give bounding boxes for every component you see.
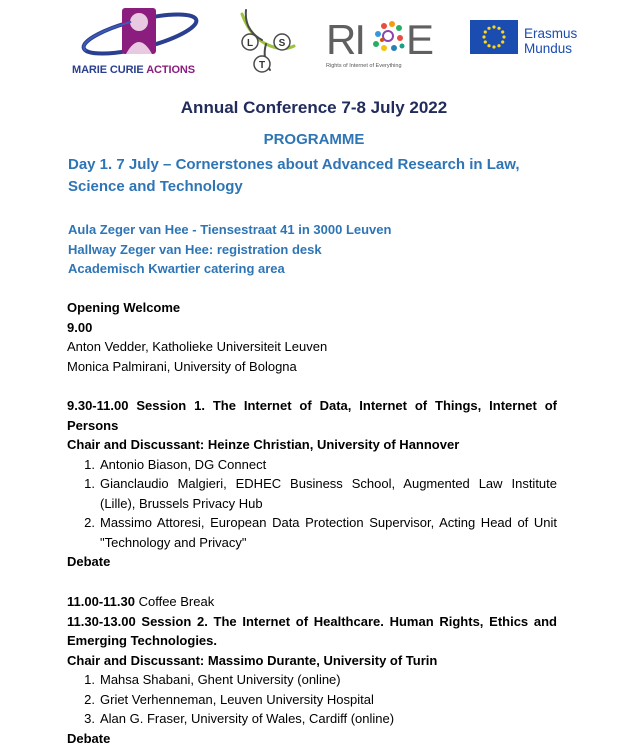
- venue-line: Academisch Kwartier catering area: [68, 261, 285, 276]
- list-text: Mahsa Shabani, Ghent University (online): [100, 672, 341, 687]
- list-number: 1.: [84, 476, 95, 491]
- list-number: 3.: [84, 711, 95, 726]
- opening-speaker: Anton Vedder, Katholieke Universiteit Leuven: [67, 339, 328, 354]
- svg-text:RI: RI: [326, 16, 364, 62]
- coffee-break: [67, 592, 557, 612]
- lst-emblem-icon: [232, 6, 302, 76]
- coffee-break-label: Coffee Break: [134, 594, 215, 609]
- session-2-chair: Chair and Discussant: Massimo Durante, University of Turin: [67, 652, 438, 668]
- venue-line: Hallway Zeger van Hee: registration desk: [68, 241, 322, 257]
- marie-curie-emblem-icon: [72, 4, 202, 64]
- marie-curie-text: MARIE CURIE ACTIONS: [72, 64, 195, 76]
- opening-time: 9.00: [67, 319, 93, 335]
- svg-text:E: E: [406, 16, 435, 62]
- session-1-debate: Debate: [67, 554, 111, 569]
- lst-logo: [232, 6, 302, 76]
- opening-speaker: Monica Palmirani, University of Bologna: [67, 358, 297, 374]
- session-2-heading: 11.30-13.00 Session 2. The Internet of Healthcare. Human Rights, Ethics and Emerging Technologies.: [67, 613, 557, 648]
- list-item: [67, 455, 557, 475]
- session-1: [67, 396, 557, 572]
- list-number: 1.: [84, 456, 95, 472]
- list-text: Griet Verhenneman, Leuven University Hospital: [100, 691, 374, 707]
- lst-letter-s: S: [278, 38, 286, 49]
- session-1-chair: Chair and Discussant: Heinze Christian, University of Hannover: [67, 437, 460, 452]
- marie-curie-logo: [72, 4, 202, 78]
- rioe-mark-icon: [326, 16, 438, 62]
- list-number: 2.: [84, 691, 95, 707]
- list-text: Massimo Attoresi, European Data Protection Supervisor, Acting Head of Unit "Technology and Privacy": [100, 515, 557, 550]
- list-item: [67, 513, 557, 552]
- session-1-heading: 9.30-11.00 Session 1. The Internet of Data, Internet of Things, Internet of Persons: [67, 398, 557, 433]
- erasmus-mundus-text: Erasmus Mundus: [524, 26, 578, 56]
- list-number: 2.: [84, 515, 95, 530]
- coffee-break-time: 11.00-11.30: [67, 594, 135, 609]
- conference-title: Annual Conference 7-8 July 2022: [180, 98, 448, 117]
- list-text: Antonio Biason, DG Connect: [100, 456, 267, 472]
- opening-heading: Opening Welcome: [67, 300, 181, 315]
- rioe-logo: [326, 16, 438, 72]
- list-number: 1.: [84, 672, 95, 687]
- list-text: Gianclaudio Malgieri, EDHEC Business School, Augmented Law Institute (Lille), Brussels Privacy Hub: [100, 476, 557, 511]
- eu-flag-icon: [470, 20, 518, 54]
- list-item: [67, 690, 557, 710]
- opening-section: [67, 298, 557, 376]
- erasmus-mundus-logo: [470, 20, 600, 60]
- day-heading: Day 1. 7 July – Cornerstones about Advanced Research in Law, Science and Technology: [68, 156, 520, 195]
- rioe-colored-dots-icon: [373, 21, 405, 51]
- session-2: [67, 592, 557, 748]
- list-item: [67, 474, 557, 513]
- venue-info: [68, 220, 391, 279]
- session-2-debate: Debate: [67, 730, 111, 746]
- logo-bar: [0, 0, 628, 90]
- venue-line: Aula Zeger van Hee - Tiensestraat 41 in 3000 Leuven: [68, 222, 392, 237]
- lst-letter-t: T: [258, 60, 266, 71]
- list-item: [67, 670, 557, 690]
- lst-letter-l: L: [246, 38, 254, 49]
- rioe-caption: Rights of Internet of Everything: [326, 63, 402, 69]
- list-text: Alan G. Fraser, University of Wales, Cardiff (online): [100, 711, 395, 726]
- list-item: [67, 709, 557, 729]
- programme-heading: PROGRAMME: [263, 131, 365, 148]
